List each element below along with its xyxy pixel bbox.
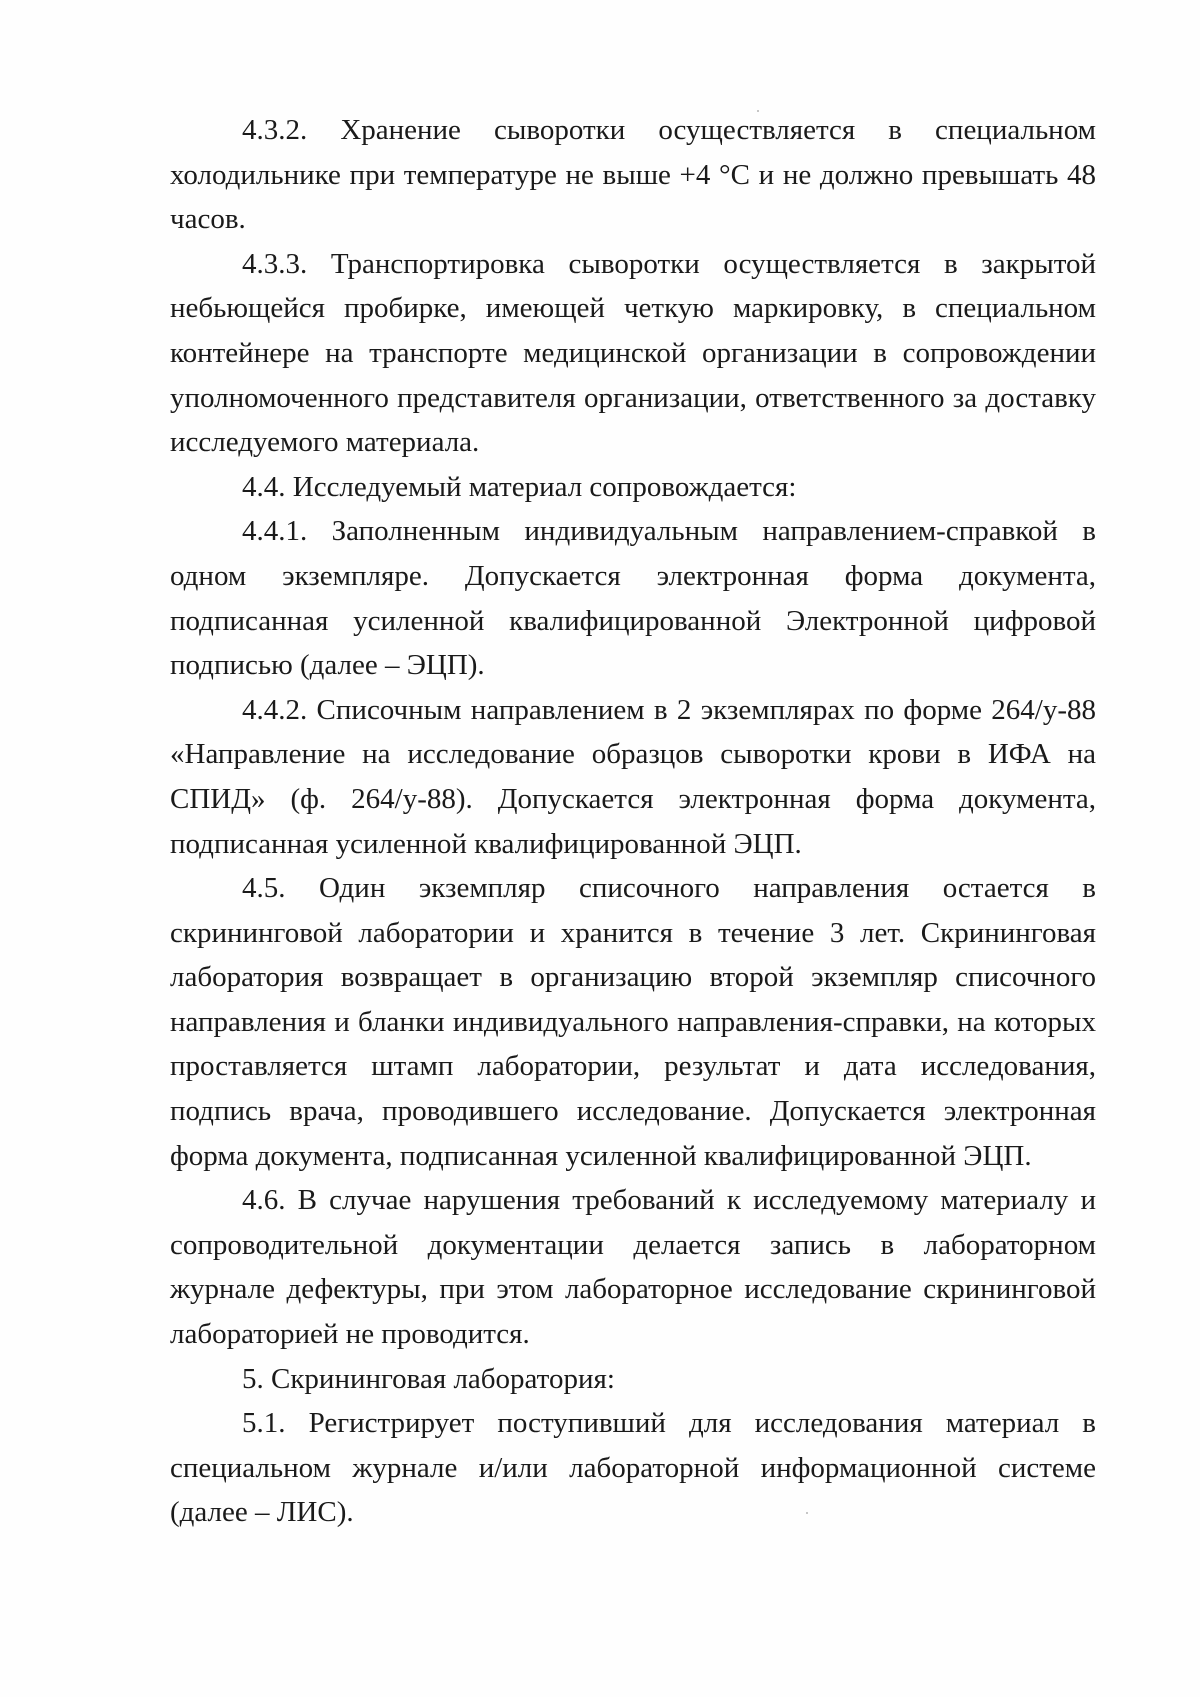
scan-speck <box>806 1512 808 1514</box>
paragraph-4-3-2: 4.3.2. Хранение сыворотки осуществляется в специальном холодильнике при температуре не выше +4 °С и не должно превышать 48 часов. <box>170 114 1096 236</box>
scan-speck <box>757 110 759 112</box>
paragraph-5: 5. Скрининговая лаборатория: <box>242 1362 615 1395</box>
paragraph-4-4-1: 4.4.1. Заполненным индивидуальным направлением-справкой в одном экземпляре. Допускается электронная форма документа, подписанная усиленной квалифицированной Электронной цифровой подписью (далее – ЭЦП). <box>170 515 1096 682</box>
paragraph-5-1: 5.1. Регистрирует поступивший для исследования материал в специальном журнале и/или лабораторной информационной системе (далее – ЛИС). <box>170 1407 1096 1529</box>
paragraph-4-5: 4.5. Один экземпляр списочного направления остается в скрининговой лаборатории и хранится в течение 3 лет. Скрининговая лаборатория возвращает в организацию второй экземпляр списочного направления и бланки индивидуального направления-справки, на которых проставляется штамп лаборатории, результат и дата исследования, подпись врача, проводившего исследование. Допускается электронная форма документа, подписанная усиленной квалифицированной ЭЦП. <box>170 872 1096 1172</box>
paragraph-4-3-3: 4.3.3. Транспортировка сыворотки осуществляется в закрытой небьющейся пробирке, имеющей четкую маркировку, в специальном контейнере на транспорте медицинской организации в сопровождении уполномоченного представителя организации, ответственного за доставку исследуемого материала. <box>170 247 1096 459</box>
paragraph-4-4: 4.4. Исследуемый материал сопровождается: <box>242 470 797 503</box>
paragraph-4-6: 4.6. В случае нарушения требований к исследуемому материалу и сопроводительной документации делается запись в лабораторном журнале дефектуры, при этом лабораторное исследование скрининговой лабораторией не проводится. <box>170 1184 1096 1351</box>
paragraph-4-4-2: 4.4.2. Списочным направлением в 2 экземплярах по форме 264/у-88 «Направление на исследование образцов сыворотки крови в ИФА на СПИД» (ф. 264/у-88). Допускается электронная форма документа, подписанная усиленной квалифицированной ЭЦП. <box>170 693 1096 860</box>
